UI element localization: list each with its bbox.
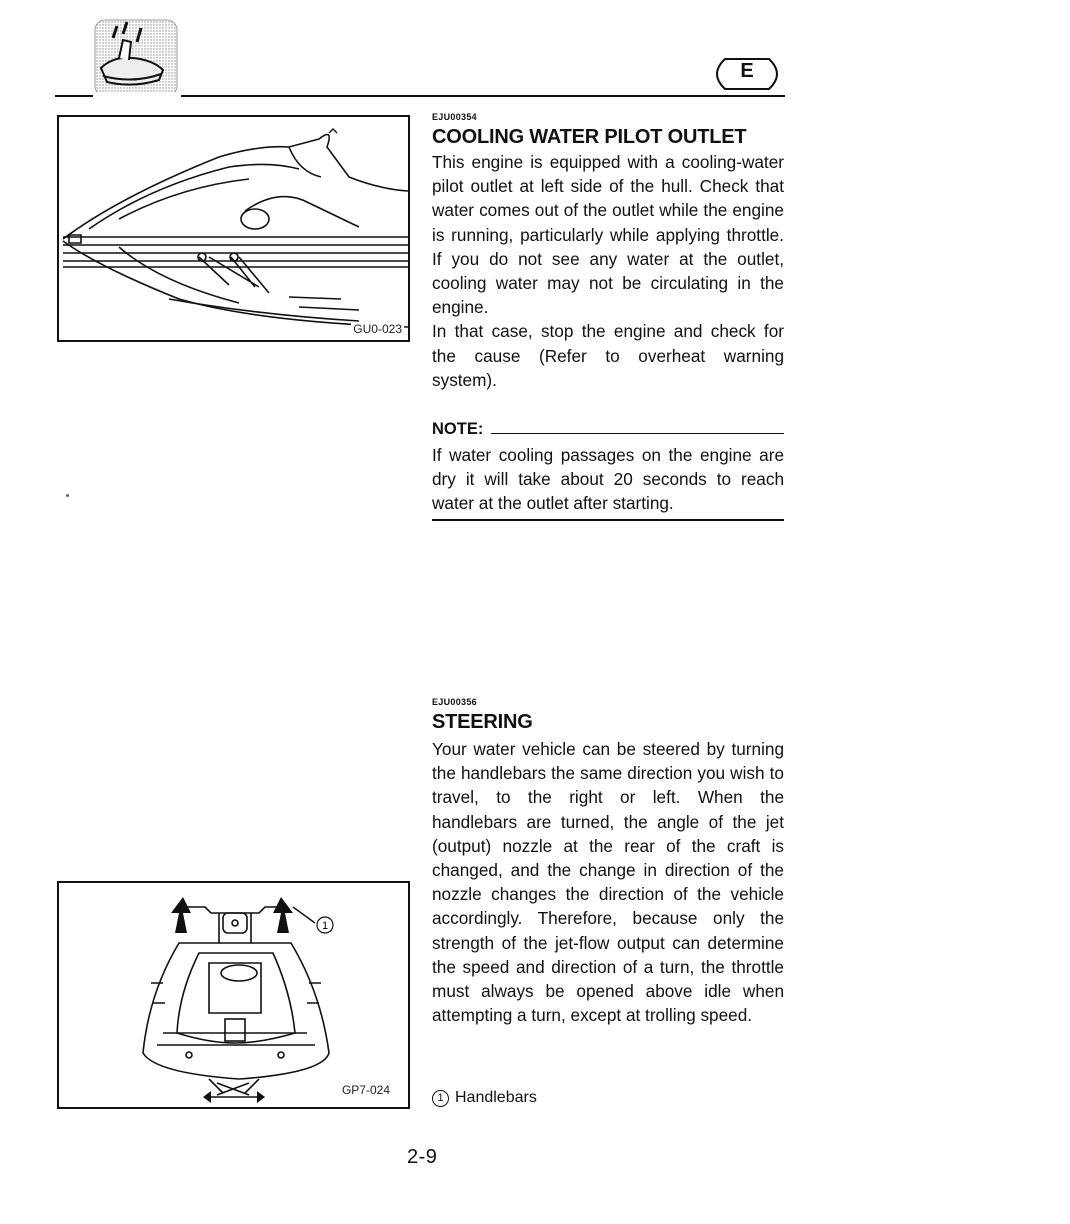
note-rule bbox=[491, 433, 784, 434]
watercraft-top-illustration bbox=[59, 883, 408, 1107]
section-title-steering: STEERING bbox=[432, 711, 533, 733]
figure-code: GP7-024 bbox=[341, 1083, 390, 1097]
page-number: 2-9 bbox=[407, 1146, 438, 1168]
figure-callout-marker: 1 bbox=[321, 920, 329, 932]
note-end-rule bbox=[432, 519, 784, 521]
header-rule-gap bbox=[93, 92, 181, 100]
language-badge-label: E bbox=[740, 60, 754, 82]
watercraft-logo-icon bbox=[93, 18, 179, 98]
callout-label: Handlebars bbox=[455, 1089, 537, 1106]
note-text bbox=[432, 443, 784, 516]
note-label: NOTE: bbox=[432, 420, 484, 438]
callout-handlebars bbox=[432, 1089, 537, 1107]
note-heading bbox=[432, 420, 784, 439]
paragraph: Your water vehicle can be steered by turning the handlebars the same direction you wish to travel, to the right or left. When the handlebars are turned, the angle of the jet (output) nozzle at the rear of the craft is changed, and the change in direction of the nozzle changes the direction of the vehicle accordingly. Therefore, because only the strength of the jet-flow output can determine the speed and direction of a turn, the throttle must always be opened above idle when attempting a turn, except at trolling speed. bbox=[432, 739, 784, 1026]
section-body-cooling-outlet bbox=[432, 150, 784, 392]
section-title-cooling-outlet: COOLING WATER PILOT OUTLET bbox=[432, 126, 747, 148]
section-body-steering bbox=[432, 737, 784, 1027]
steering-figure bbox=[57, 881, 410, 1109]
cooling-outlet-figure bbox=[57, 115, 410, 342]
note-paragraph: If water cooling passages on the engine are dry it will take about 20 seconds to reach water at the outlet after starting. bbox=[432, 445, 784, 514]
section-code: EJU00356 bbox=[432, 697, 477, 707]
scan-speck bbox=[66, 494, 69, 497]
watercraft-side-illustration bbox=[59, 117, 408, 340]
paragraph: In that case, stop the engine and check for the cause (Refer to overheat warning system). bbox=[432, 321, 784, 390]
figure-code: GU0-023 bbox=[353, 322, 402, 336]
callout-marker: 1 bbox=[432, 1090, 449, 1107]
paragraph: This engine is equipped with a cooling-water pilot outlet at left side of the hull. Check that water comes out of the outlet while the engine is running, particularly while applying throttle. If you do not see any water at the outlet, cooling water may not be circulating in the engine. bbox=[432, 152, 784, 318]
language-badge bbox=[707, 57, 787, 91]
section-code: EJU00354 bbox=[432, 112, 477, 122]
